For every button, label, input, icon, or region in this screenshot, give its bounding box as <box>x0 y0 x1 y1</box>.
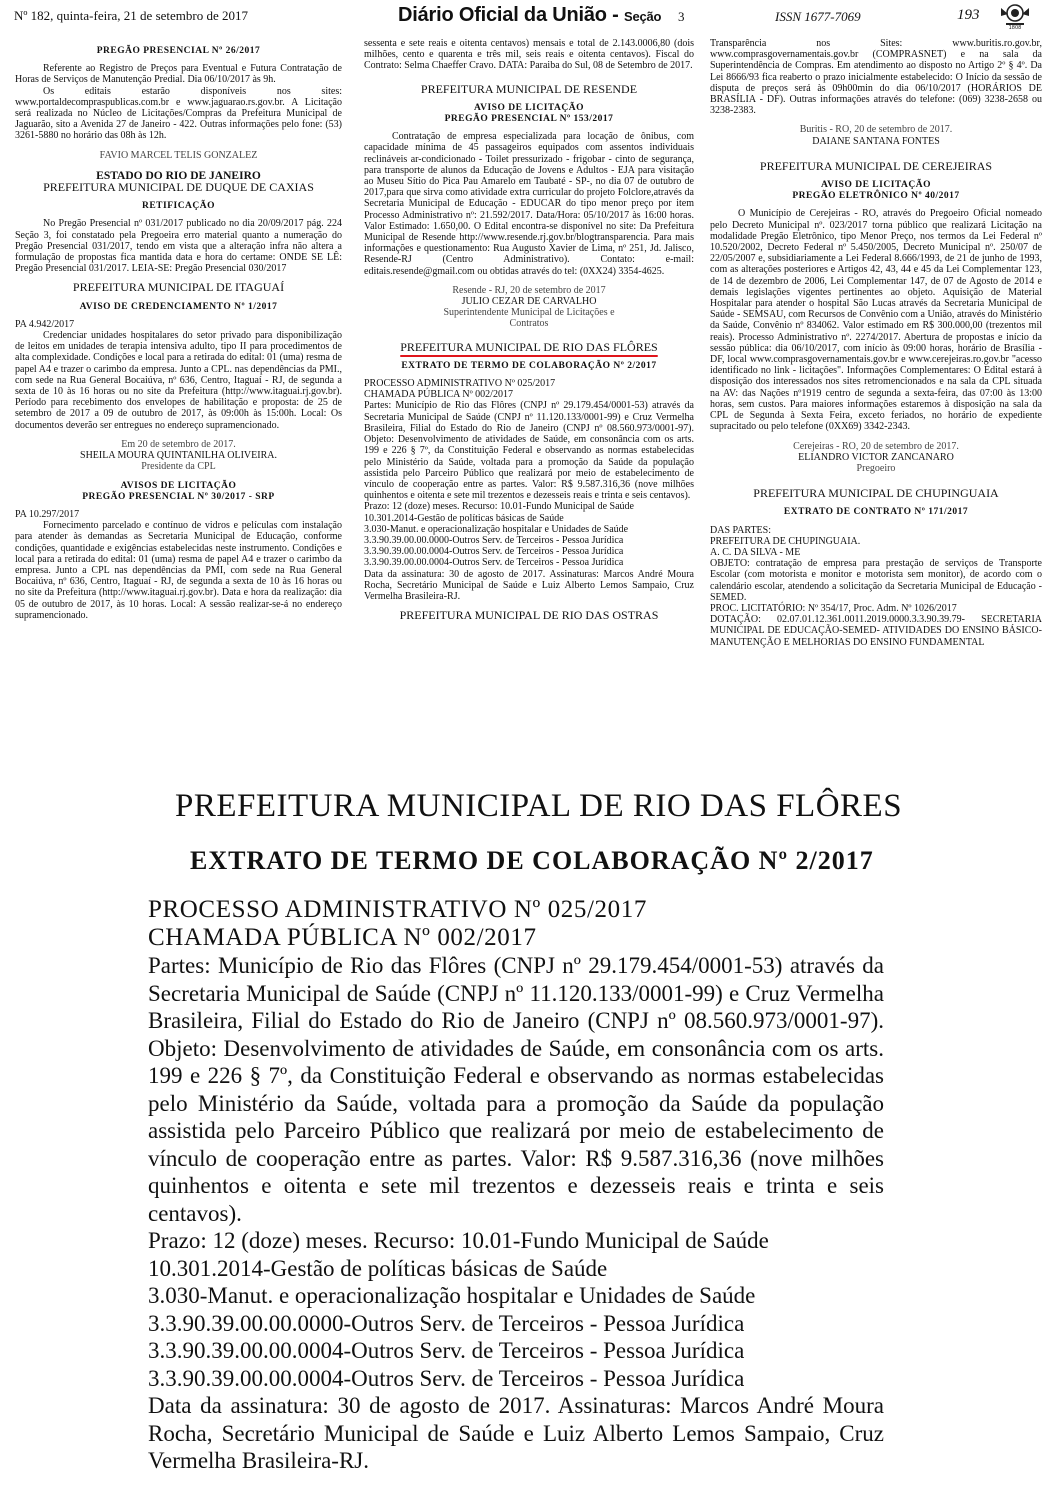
contract-line: A. C. DA SILVA - ME <box>710 546 801 558</box>
notice-text: Transparência nos Sites: www.buritis.ro.gov.br, www.comprasgovernamentais.gov.br (COMPRASNET) e na sala da Superintendência de Compras. Em atendimento ao disposto no Artigo 2º § 4º. Da Lei 8666/93 fica reaberto o prazo inicialmente estabelecido: O Início da sessão de disputa de preços será às 09h00min do dia 06/10/2017 (HORÁRIOS DE BRASÍLIA - DF). Outras informações através do telefone: (069) 3238-2658 ou 3238-2383. <box>710 38 1042 117</box>
budget-line: 3.3.90.39.00.00.0004-Outros Serv. de Terceiros - Pessoa Jurídica <box>364 546 624 558</box>
contract-line: OBJETO: contratação de empresa para prestação de serviços de Transporte Escolar (com motorista e monitor e motorista sem monitor), de acordo com o calendário escolar, atendendo a solicitação da Secretaria Municipal de Educação - SEMED. <box>710 558 1042 603</box>
municipality-title: PREFEITURA MUNICIPAL DE CHUPINGUAIA <box>753 486 999 501</box>
notice-text: sessenta e sete reais e oitenta centavos) mensais e total de 2.143.0006,80 (dois milhões, cento e quarenta e três mil, seis reais e oitenta centavos). Fiscal do Contrato: Selma Chaeffer Cravo. DATA: Paraiba do Sul, 08 de Setembro de 2017. <box>364 38 694 72</box>
column-middle <box>364 38 694 746</box>
process-number: PA 4.942/2017 <box>15 318 75 330</box>
budget-line: 3.3.90.39.00.00.0004-Outros Serv. de Terceiros - Pessoa Jurídica <box>364 557 624 569</box>
zoom-municipality-title: PREFEITURA MUNICIPAL DE RIO DAS FLÔRES <box>175 788 903 824</box>
process-number: PA 10.297/2017 <box>15 508 80 520</box>
zoom-budget-line: 3.3.90.39.00.00.0004-Outros Serv. de Terceiros - Pessoa Jurídica <box>148 1338 745 1363</box>
zoom-budget-line: 3.030-Manut. e operacionalização hospitalar e Unidades de Saúde <box>148 1283 756 1308</box>
contract-line: DAS PARTES: <box>710 524 771 536</box>
section-heading: PREGÃO PRESENCIAL Nº 30/2017 - SRP <box>82 491 275 502</box>
zoomed-excerpt <box>0 750 1047 1500</box>
signature-name: DAIANE SANTANA FONTES <box>812 135 940 147</box>
section-number: 3 <box>678 9 685 24</box>
term-text: Prazo: 12 (doze) meses. Recurso: 10.01-Fundo Municipal de Saúde <box>364 501 634 513</box>
zoom-process-number: PROCESSO ADMINISTRATIVO Nº 025/2017 <box>148 896 647 923</box>
call-number: CHAMADA PÚBLICA Nº 002/2017 <box>364 389 513 401</box>
budget-line: 3.3.90.39.00.00.0000-Outros Serv. de Terceiros - Pessoa Jurídica <box>364 534 624 546</box>
notice-text: Fornecimento parcelado e contínuo de vidros e películas com instalação para atender às demandas as Secretaria Municipal de Educação, conforme condições, quantidade e exigências estabelecidas neste instrumento. Condições e local para a retirada do edital: 01 (uma) resma de papel A4 e trazer o carimbo da empresa. Junto a CPL nas dependências da PMI, com sede na Rua General Bocaiúva, nº 636, Centro, Itaguaí - RJ, de segunda a sexta de 10 às 16 horas ou no site da Prefeitura (http://www.itaguai.rj.gov.br). Data e hora da realização: dia 05 de outubro de 2017, às 10 horas. Local: A sessão realizar-se-á no endereço supramencionado. <box>15 520 342 621</box>
notice-text: Os editais estarão disponíveis nos sites: www.portaldecompraspublicas.com.br e www.jaguarao.rs.gov.br. A Licitação será realizada no Núcleo de Licitações/Compras da Prefeitura Municipal de Jaguarão, sito a Avenida 27 de Janeiro - 422. Outras informações pelo fone: (53) 3261-5880 no horário das 08h às 12h. <box>15 85 342 142</box>
signature-name: FAVIO MARCEL TELIS GONZALEZ <box>99 149 258 161</box>
signature-date: Em 20 de setembro de 2017. <box>121 438 236 450</box>
notice-text: O Município de Cerejeiras - RO, através do Pregoeiro Oficial nomeado pelo Decreto Municipal nº. 023/2017 torna público que realizará Licitação na modalidade Pregão Eletrônico, tipo Menor Preço, nos termos da Lei Federal nº 10.520/2002, Decreto Federal nº 5.450/2005, Decreto Municipal nº. 250/07 de 22/05/2007 e, subsidiariamente a Lei Federal 8.666/1993, de 21 de junho de 1993, com as alterações posteriores e Artigos 42, 43, 44 e 45 da Lei Complementar 123, de 14 de dezembro de 2006, Lei Complementar 147, de 07 de Agosto de 2014 e demais legislações vigentes pertinentes ao objeto. Aquisição de Material Hospitalar para atender o hospital São Lucas através da Secretaria Municipal de Saúde - SEMSAU, com Recursos de Convênio com a União, através do Ministério da Saúde, Convênio nº 834062. Valor estimado em R$ 300.000,00 (trezentos mil reais). Processo Administrativo nº. 2274/2017. Abertura de propostas e início da sessão pública: dia 06/10/2017, com início às 09:00 horas, horário de Brasília - DF, local www.comprasgovernamentais.gov.br e www.cerejeiras.ro.gov.br "acesso identificado no link - licitações". Informações Complementares: O Edital estará à disposição dos interessados nos sites retromencionados e na sala da CPL situada na AV: das Nações nº1919 centro de segunda a sexta-feira, das 07:00 às 13:00 horas, sem custos. Para maiores informações estaremos à disposição na sala da CPL de Segunda à Sexta Feira, exceto feriados, no horário de expediente supracitado ou pelo telefone (0XX69) 3342-2343. <box>710 208 1042 433</box>
zoom-signature-text: Data da assinatura: 30 de agosto de 2017. Assinaturas: Marcos André Moura Rocha, Secretário Municipal de Saúde e Luiz Alberto Lemos Sampaio, Cruz Vermelha Brasileira-RJ. <box>148 1393 884 1473</box>
zoom-body <box>148 896 884 1475</box>
signature-name: SHEILA MOURA QUINTANILHA OLIVEIRA. <box>80 450 277 462</box>
municipality-title: PREFEITURA MUNICIPAL DE RESENDE <box>420 81 638 96</box>
signature-role: Presidente da CPL <box>141 461 216 473</box>
process-number: PROCESSO ADMINISTRATIVO Nº 025/2017 <box>364 378 556 390</box>
zoom-section-heading: EXTRATO DE TERMO DE COLABORAÇÃO Nº 2/2017 <box>190 846 874 875</box>
municipality-title: PREFEITURA MUNICIPAL DE CEREJEIRAS <box>759 158 993 173</box>
budget-line: 3.030-Manut. e operacionalização hospitalar e Unidades de Saúde <box>364 523 629 535</box>
column-left <box>15 38 342 746</box>
issue-date: Nº 182, quinta-feira, 21 de setembro de 2017 <box>14 8 248 23</box>
zoom-budget-line: 10.301.2014-Gestão de políticas básicas de Saúde <box>148 1255 608 1281</box>
notice-text: Contratação de empresa especializada para locação de ônibus, com capacidade mínima de 45 passageiros equipados com assentos individuais reclináveis ar-condicionado - Toilet pressurizado - frigobar - cinto de segurança, para transporte de alunos da Educação de Jovens e Adultos - EJA para visitação ao Museu Sítio do Pica Pau Amarelo em Taubaté - SP-, no dia 07 de outubro de 2017,para que sirva como atividade extra curricular do projeto Folclore,através da Secretaria Municipal de Educação - EDUCAR do tipo menor preço por item Processo Administrativo nº: 21.592/2017. Data/Hora: 05/10/2017 às 16:00 horas. Valor Estimado: 1.650,00. O Edital encontra-se disponível no site: Da Prefeitura Municipal de Resende http://www.resende.rj.gov.br/blogtransparencia. Para mais informações e questionamento: Rua Augusto Xavier de Lima, nº 251, Jd. Jalisco, Resende-RJ (Centro Administrativo). Contato: e-mail: editais.resende@gmail.com ou obtidas através do tel: (0XX24) 3354-4625. <box>364 131 694 277</box>
page-header <box>0 0 1047 32</box>
newspaper-title: Diário Oficial da União - Seção <box>398 4 662 26</box>
section-heading: PREGÃO PRESENCIAL Nº 153/2017 <box>444 114 614 125</box>
signature-name: ELIANDRO VICTOR ZANCANARO <box>798 451 954 463</box>
section-heading: PREGÃO PRESENCIAL Nº 26/2017 <box>96 46 261 56</box>
signature-date: Buritis - RO, 20 de setembro de 2017. <box>799 124 953 136</box>
signature-text: Data da assinatura: 30 de agosto de 2017. Assinaturas: Marcos André Moura Rocha, Secretário Municipal de Saúde e Luiz Alberto Lemos Sampaio, Cruz Vermelha Brasileira-RJ. <box>364 568 694 602</box>
issn: ISSN 1677-7069 <box>775 9 861 24</box>
svg-text:1808: 1808 <box>1008 25 1022 31</box>
zoom-call-number: CHAMADA PÚBLICA Nº 002/2017 <box>148 924 537 951</box>
contract-line: PROC. LICITATÓRIO: Nº 354/17, Proc. Adm. Nº 1026/2017 <box>710 602 957 614</box>
contract-line: DOTAÇÃO: 02.07.01.12.361.0011.2019.0000.3.3.90.39.79- SECRETARIA MUNICIPAL DE EDUCAÇÃO-SEMED- ATIVIDADES DO ENSINO BÁSICO- MANUTENÇÃO E MELHORIAS DO ENSINO FUNDAMENTAL <box>710 614 1042 648</box>
signature-name: JULIO CEZAR DE CARVALHO <box>461 296 597 308</box>
signature-date: Cerejeiras - RO, 20 de setembro de 2017. <box>793 440 959 452</box>
contract-line: PREFEITURA DE CHUPINGUAIA. <box>710 535 861 547</box>
zoom-term-text: Prazo: 12 (doze) meses. Recurso: 10.01-Fundo Municipal de Saúde <box>148 1228 769 1253</box>
section-heading: PREGÃO ELETRÔNICO Nº 40/2017 <box>792 191 960 202</box>
notice-text: Referente ao Registro de Preços para Eventual e Futura Contratação de Horas de Serviços de Manutenção Predial. Dia 06/10/2017 às 9h. <box>15 63 342 86</box>
section-heading: RETIFICAÇÃO <box>141 201 216 212</box>
municipality-title: PREFEITURA MUNICIPAL DE ITAGUAÍ <box>72 280 285 295</box>
notice-text: No Pregão Presencial nº 031/2017 publicado no dia 20/09/2017 pág. 224 Seção 3, foi constatado pela Pregoeira erro material quanto a numeração do Pregão Presencial 031/2017, tendo em vista que a alteração infra não altera a formulação de propostas fica mantida data e hora do certame: ONDE SE LÊ: Pregão Presencial 031/2017. LEIA-SE: Pregão Presencial 030/2017 <box>15 218 342 275</box>
zoom-budget-line: 3.3.90.39.00.00.0000-Outros Serv. de Terceiros - Pessoa Jurídica <box>148 1310 745 1336</box>
section-heading: AVISO DE LICITAÇÃO <box>473 102 584 113</box>
municipality-title: PREFEITURA MUNICIPAL DE DUQUE DE CAXIAS <box>43 180 314 195</box>
section-heading: AVISOS DE LICITAÇÃO <box>120 480 237 491</box>
coat-of-arms-icon <box>998 2 1032 30</box>
signature-role: Pregoeiro <box>856 462 896 474</box>
notice-text: Credenciar unidades hospitalares do setor privado para disponibilização de leitos em unidades de terapia intensiva adulto, tipo II para procedimentos de alta complexidade. Condições e local para a retirada do edital: 01 (uma) resma de papel A4 e trazer o carimbo da empresa. Junto a CPL. nas dependências da PMI., com sede na Rua General Bocaiúva, nº 636, Centro, Itaguaí - RJ, de segunda a sexta de 10 às 16 horas ou no site da Prefeitura (http://www.itaguai.rj.gov.br). Período para recebimento dos envelopes de habilitação e proposta: de 25 de setembro de 2017 a 09 de outubro de 2017, às 09:00h às 15:00h. Local: Os documentos deverão ser entregues no endereço supramencionado. <box>15 330 342 431</box>
section-heading: AVISO DE LICITAÇÃO <box>820 180 931 191</box>
section-heading: EXTRATO DE CONTRATO Nº 171/2017 <box>783 507 969 518</box>
municipality-title-highlighted: PREFEITURA MUNICIPAL DE RIO DAS FLÔRES <box>400 339 658 354</box>
column-right <box>710 38 1042 746</box>
state-heading: ESTADO DO RIO DE JANEIRO <box>96 169 261 182</box>
zoom-parties-text: Partes: Município de Rio das Flôres (CNPJ nº 29.179.454/0001-53) através da Secretaria Municipal de Saúde (CNPJ nº 11.120.133/0001-99) e Cruz Vermelha Brasileira, Filial do Estado do Rio de Janeiro (CNPJ nº 08.560.973/0001-97). Objeto: Desenvolvimento de atividades de Saúde, em consonância com os arts. 199 e 226 § 7º, da Constituição Federal e observando as normas estabelecidas pelo Ministério da Saúde, voltada para a promoção da Saúde da população assistida pelo Parceiro Público que realizará por meio de estabelecimento de vínculo de cooperação entre as partes. Valor: R$ 9.587.316,36 (nove milhões quinhentos e oitenta e sete mil trezentos e dezesseis reais e trinta e seis centavos). <box>148 953 884 1226</box>
parties-text: Partes: Município de Rio das Flôres (CNPJ nº 29.179.454/0001-53) através da Secretaria Municipal de Saúde (CNPJ nº 11.120.133/0001-99) e Cruz Vermelha Brasileira, Filial do Estado do Rio de Janeiro (CNPJ nº 08.560.973/0001-97). Objeto: Desenvolvimento de atividades de Saúde, em consonância com os arts. 199 e 226 § 7º, da Constituição Federal e observando as normas estabelecidas pelo Ministério da Saúde, voltada para a promoção da Saúde da população assistida pelo Parceiro Público que realizará por meio de estabelecimento de vínculo de cooperação entre as partes. Valor: R$ 9.587.316,36 (nove milhões quinhentos e oitenta e sete mil trezentos e dezesseis reais e trinta e seis centavos). <box>364 400 694 502</box>
section-heading: EXTRATO DE TERMO DE COLABORAÇÃO Nº 2/2017 <box>401 360 657 371</box>
budget-line: 10.301.2014-Gestão de políticas básicas de Saúde <box>364 512 564 524</box>
signature-date: Resende - RJ, 20 de setembro de 2017 <box>452 284 606 296</box>
cut-off-title: PREFEITURA MUNICIPAL DE RIO DAS OSTRAS <box>399 608 659 623</box>
zoom-budget-line: 3.3.90.39.00.00.0004-Outros Serv. de Terceiros - Pessoa Jurídica <box>148 1365 745 1391</box>
section-heading: AVISO DE CREDENCIAMENTO Nº 1/2017 <box>79 301 278 312</box>
page-number: 193 <box>957 7 980 23</box>
signature-role: Superintendente Municipal de Licitações e Contratos <box>443 307 615 330</box>
